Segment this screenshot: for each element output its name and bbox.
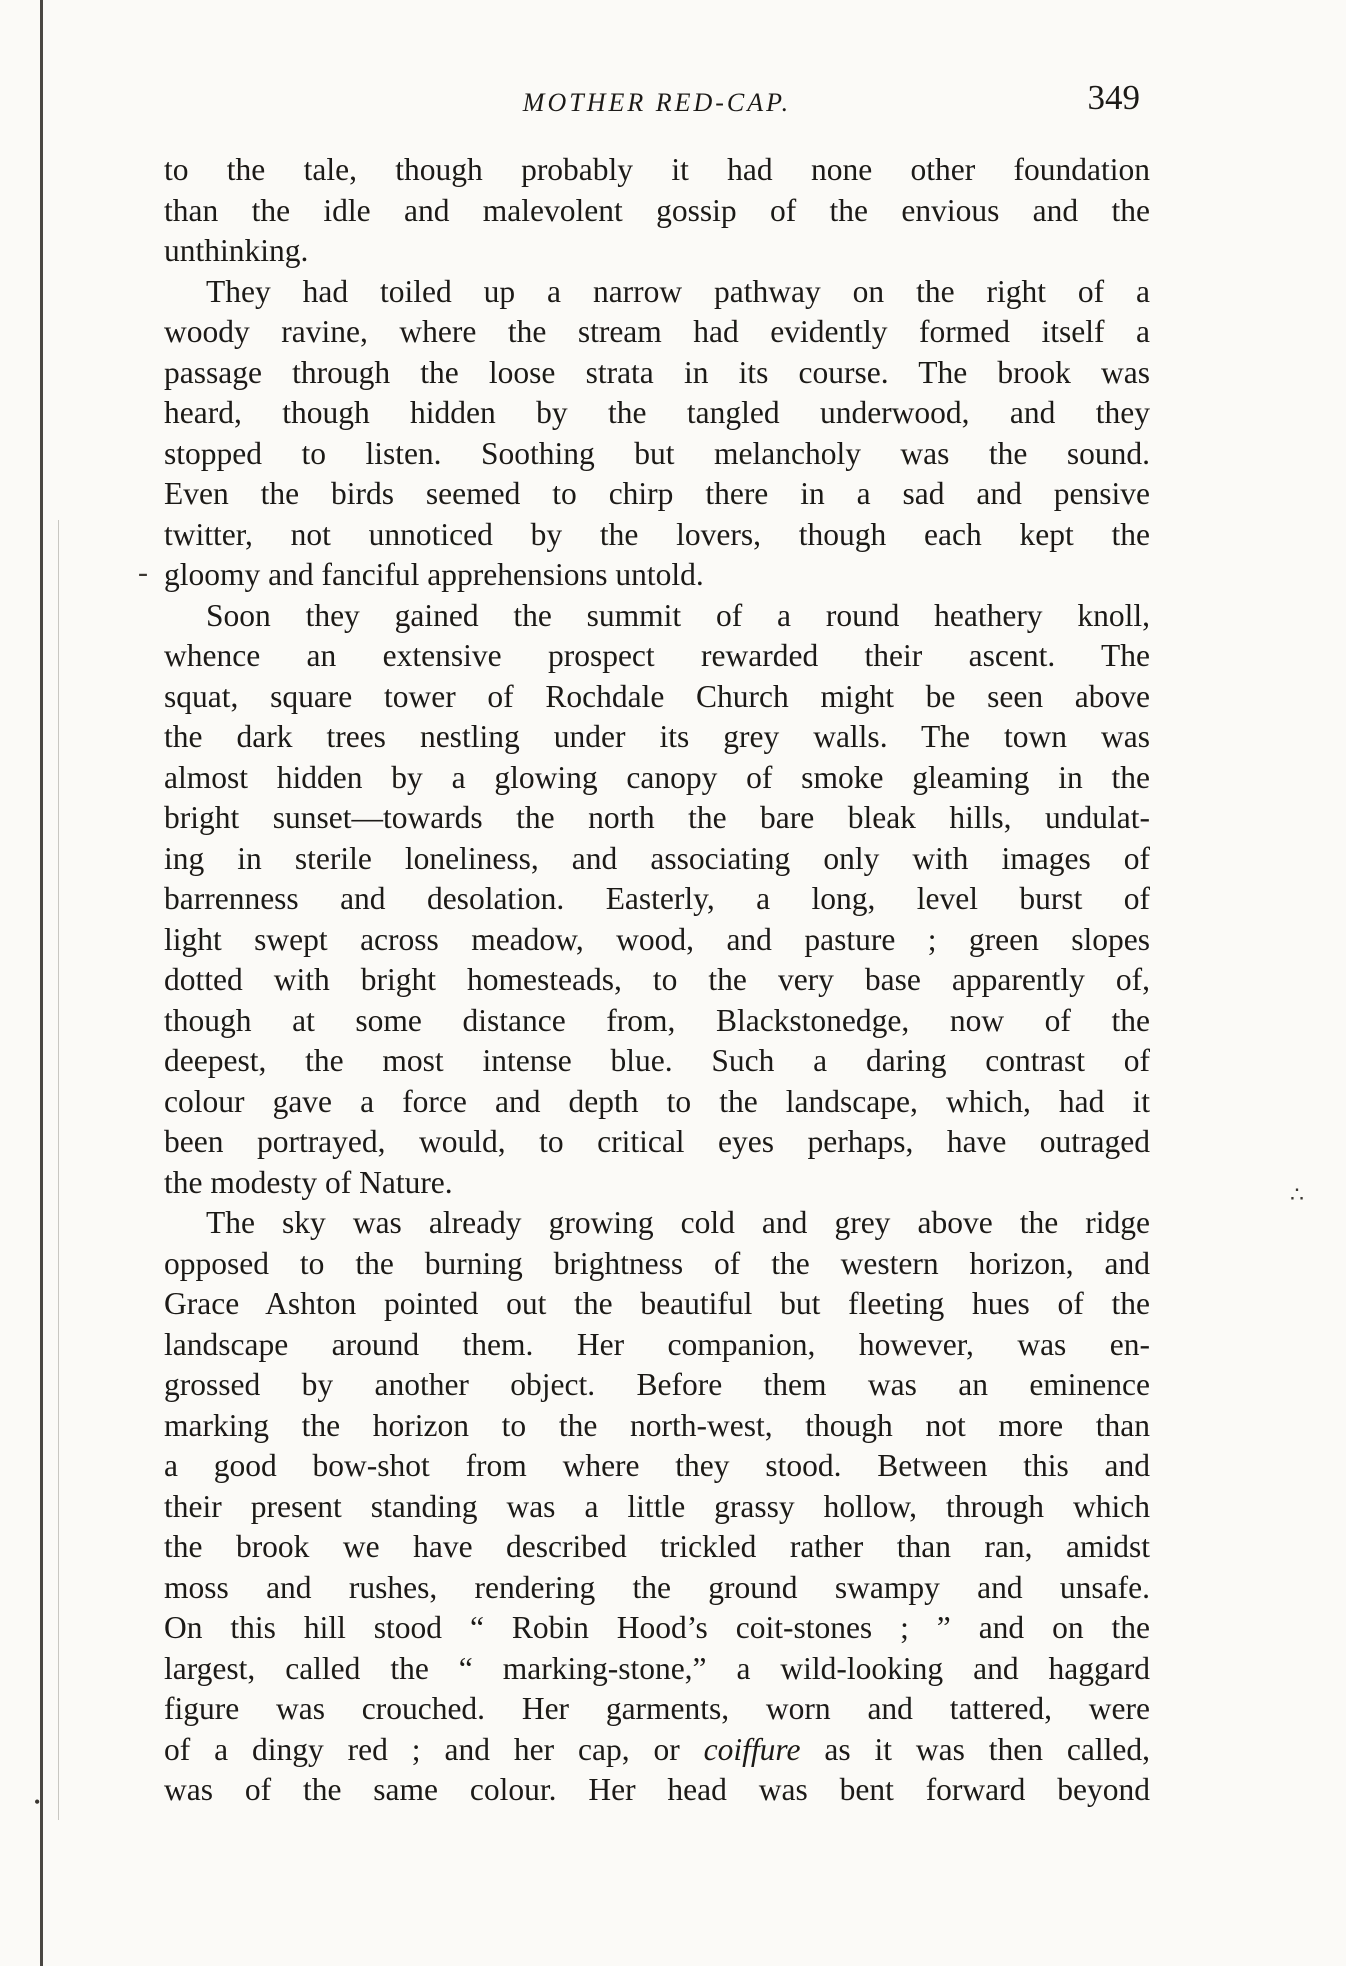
text-line: barrenness and desolation. Easterly, a long, level burst of (164, 881, 1150, 916)
text-segment: of a dingy red ; and her cap, or (164, 1731, 680, 1767)
text-line: their present standing was a little grassy hollow, through which (164, 1488, 1150, 1524)
text-line: grossed by another object. Before them was an eminence (164, 1367, 1150, 1402)
text-line: Even the birds seemed to chirp there in a sad and pensive (164, 476, 1150, 511)
text-line: was of the same colour. Her head was bent forward beyond (164, 1772, 1150, 1807)
text-line: On this hill stood “ Robin Hood’s coit-stones ; ” and on the (164, 1610, 1150, 1645)
text-line: Grace Ashton pointed out the beautiful but fleeting hues of the (164, 1286, 1150, 1321)
text-line: colour gave a force and depth to the landscape, which, had it (164, 1083, 1150, 1119)
text-line: the modesty of Nature. (164, 1164, 453, 1200)
text-line: twitter, not unnoticed by the lovers, though each kept the (164, 516, 1150, 552)
text-line: deepest, the most intense blue. Such a daring contrast of (164, 1043, 1150, 1078)
page-gutter-edge (40, 0, 43, 1966)
page-gutter-shadow (58, 520, 59, 1820)
text-line: moss and rushes, rendering the ground swampy and unsafe. (164, 1569, 1150, 1605)
text-line: passage through the loose strata in its course. The brook was (164, 354, 1150, 390)
margin-bullet-mark: • (34, 1792, 41, 1812)
text-line: though at some distance from, Blackstonedge, now of the (164, 1002, 1150, 1038)
text-line: squat, square tower of Rochdale Church might be seen above (164, 678, 1150, 714)
text-line: figure was crouched. Her garments, worn and tattered, were (164, 1691, 1150, 1726)
text-line: dotted with bright homesteads, to the very base apparently of, (164, 962, 1150, 997)
text-line: unthinking. (164, 233, 309, 268)
text-line: light swept across meadow, wood, and pasture ; green slopes (164, 921, 1150, 957)
text-line: ing in sterile loneliness, and associating only with images of (164, 840, 1150, 876)
text-segment: as it was then called, (800, 1731, 1150, 1767)
text-line: the dark trees nestling under its grey walls. The town was (164, 719, 1150, 754)
paragraph-start: They had toiled up a narrow pathway on the right of a (206, 273, 1150, 309)
text-line: whence an extensive prospect rewarded their ascent. The (164, 638, 1150, 673)
text-line: the brook we have described trickled rather than ran, amidst (164, 1529, 1150, 1564)
text-line: almost hidden by a glowing canopy of smoke gleaming in the (164, 759, 1150, 795)
text-line: gloomy and fanciful apprehensions untold. (164, 557, 704, 592)
text-line: than the idle and malevolent gossip of the envious and the (164, 192, 1150, 228)
text-line: a good bow-shot from where they stood. Between this and (164, 1448, 1150, 1483)
body-text (164, 150, 1150, 1811)
text-line-with-italic (164, 1730, 1150, 1771)
text-line: marking the horizon to the north-west, though not more than (164, 1407, 1150, 1443)
paragraph-start: Soon they gained the summit of a round heathery knoll, (206, 597, 1150, 633)
text-line: heard, though hidden by the tangled underwood, and they (164, 395, 1150, 430)
text-line: to the tale, though probably it had none other foundation (164, 152, 1150, 187)
page-header (164, 78, 1150, 128)
text-line: bright sunset—towards the north the bare bleak hills, undulat- (164, 800, 1150, 835)
page-number: 349 (1087, 78, 1140, 117)
text-line: landscape around them. Her companion, however, was en- (164, 1326, 1150, 1362)
running-head: MOTHER RED-CAP. (522, 88, 792, 117)
italic-word: coiffure (703, 1731, 801, 1767)
text-line: largest, called the “ marking-stone,” a wild-looking and haggard (164, 1650, 1150, 1686)
text-line: stopped to listen. Soothing but melancholy was the sound. (164, 435, 1150, 471)
margin-dash-mark: - (138, 556, 148, 589)
margin-dots-mark: ∴ (1290, 1182, 1304, 1207)
paragraph-start: The sky was already growing cold and grey above the ridge (206, 1205, 1150, 1240)
text-line: been portrayed, would, to critical eyes perhaps, have outraged (164, 1124, 1150, 1159)
text-line: woody ravine, where the stream had evidently formed itself a (164, 314, 1150, 349)
text-line: opposed to the burning brightness of the western horizon, and (164, 1245, 1150, 1281)
